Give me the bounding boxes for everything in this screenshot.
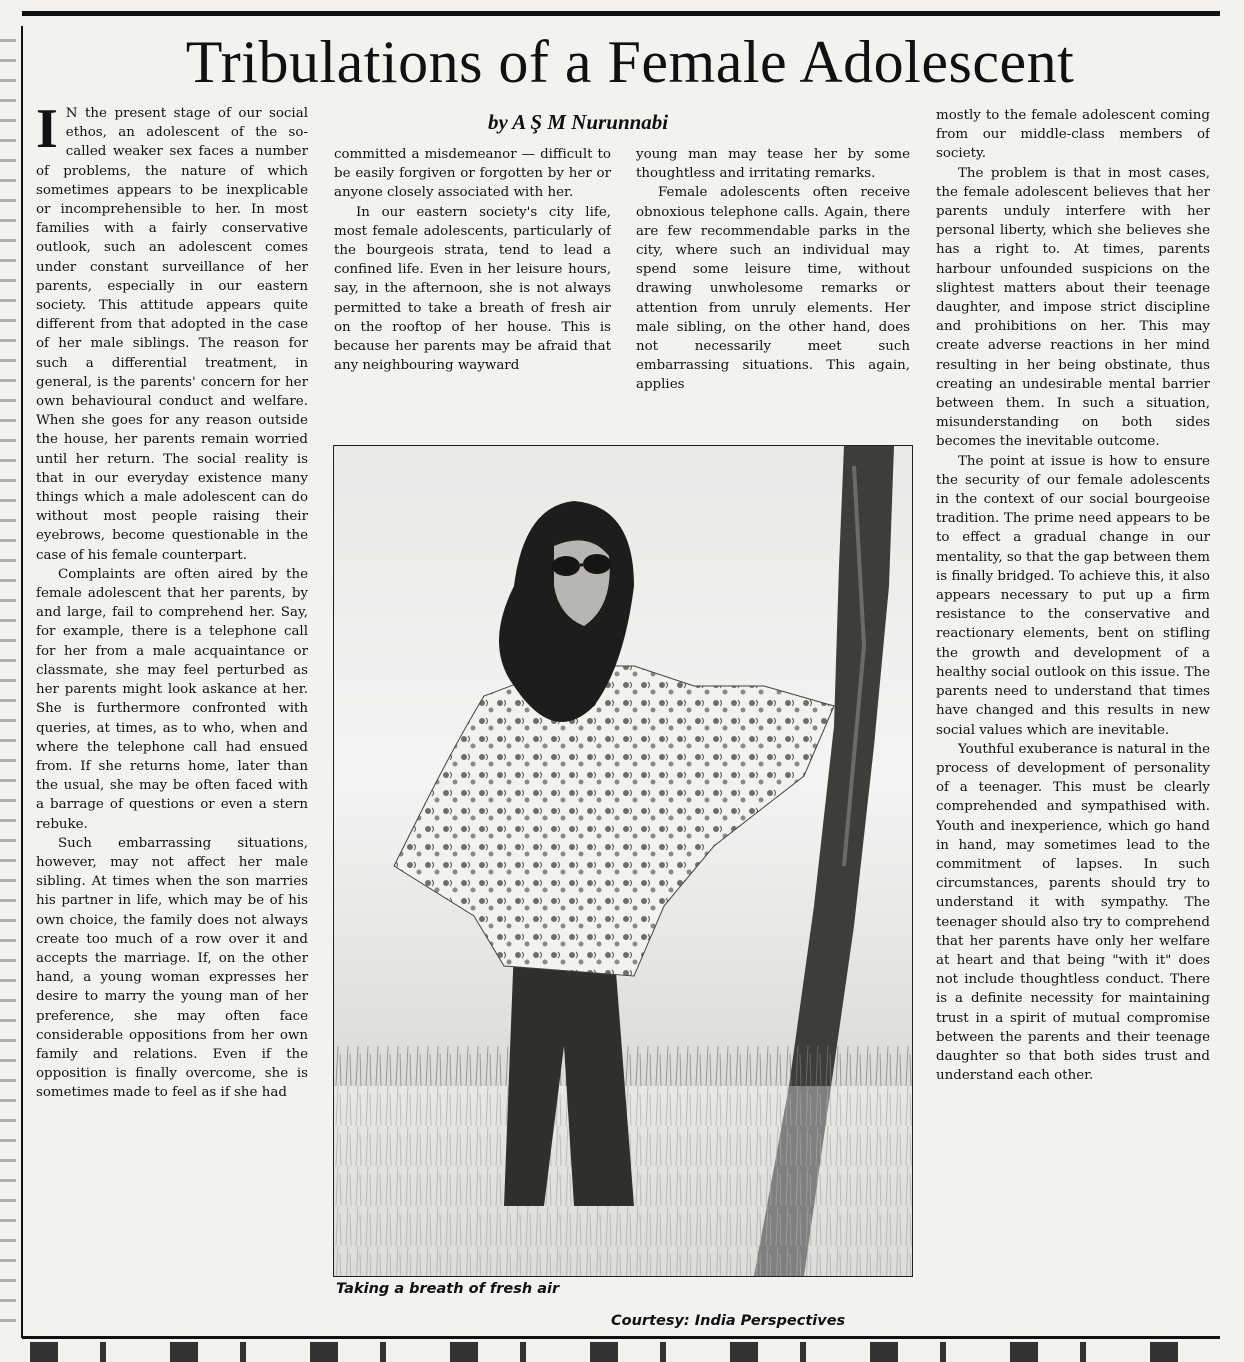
article-photo — [333, 445, 913, 1277]
paragraph: The problem is that in most cases, the female adolescent believes that her parents unduly interfere with her personal liberty, which she believes she has a right to. At times, parents harbour unfounded suspicions on the slightest matters about their teenage daughter, and impose strict discipline and prohibitions on her. This may create adverse reactions in her mind resulting in her being obstinate, thus creating an undesirable mental barrier between them. In such a situation, misunderstanding on both sides becomes the inevitable outcome. — [936, 165, 1210, 450]
paragraph: Such embarrassing situations, however, may not affect her male sibling. At times when the son marries his partner in life, which may be of his own choice, the family does not always create too much of a row over it and accepts the marriage. If, on the other hand, a young woman expresses her desire to marry the young man of her preference, she may often face considerable oppositions from her own family and relations. Even if the opposition is finally overcome, she is sometimes made to feel as if she had — [36, 835, 308, 1101]
top-rule — [22, 11, 1220, 16]
byline: by A Ş M Nurunnabi — [488, 110, 669, 134]
article-column-1 — [36, 104, 308, 1336]
adjacent-article-clipping — [0, 25, 16, 1335]
headline: Tribulations of a Female Adolescent — [185, 29, 1075, 95]
article-column-4 — [936, 106, 1210, 1338]
left-column-rule — [21, 26, 23, 1338]
paragraph: Complaints are often aired by the female adolescent that her parents, by and large, fail to comprehend her. Say, for example, there is a telephone call for her from a male acquaintance or classmate, she may feel perturbed as her parents might look askance at her. She is furthermore confronted with queries, at times, as to who, when and where the telephone call had ensued from. If she returns home, later than the usual, she may be often faced with a barrage of questions or even a stern rebuke. — [36, 566, 308, 832]
paragraph: committed a misdemeanor — difficult to be easily forgiven or forgotten by her or anyone closely associated with her. — [334, 147, 611, 201]
article-column-2 — [334, 145, 611, 435]
paragraph: The point at issue is how to ensure the security of our female adolescents in the context of our social bourgeoise tradition. The prime need appears to be to effect a gradual change in our mentality, so that the gap between them is finally bridged. To achieve this, it also appears necessary to put up a firm resistance to the conservative and reactionary elements, bent on stifling the growth and development of a healthy social outlook on this issue. The parents need to understand that times have changed and this results in new social values which are inevitable. — [936, 453, 1210, 738]
woman-by-tree-illustration — [334, 446, 912, 1276]
paragraph: Youthful exuberance is natural in the process of development of personality of a teenager. This must be clearly comprehended and sympathised with. Youth and inexperience, which go hand in hand, may sometimes lead to the commitment of lapses. In such circumstances, parents should try to understand it with sympathy. The teenager should also try to comprehend that her parents have only her welfare at heart and that being "with it" does not include thoughtless conduct. There is a definite necessity for maintaining trust in a spirit of mutual compromise between the parents and their teenage daughter so that both sides trust and understand each other. — [936, 741, 1210, 1084]
article-column-3 — [636, 145, 910, 435]
next-headline-clipping — [30, 1342, 1220, 1362]
drop-cap: I — [36, 104, 58, 160]
paragraph: young man may tease her by some thoughtless and irritating remarks. — [636, 147, 910, 182]
paragraph: mostly to the female adolescent coming from our middle-class members of society. — [936, 108, 1210, 162]
photo-credit: Courtesy: India Perspectives — [611, 1313, 846, 1329]
paragraph: Female adolescents often receive obnoxious telephone calls. Again, there are few recommendable parks in the city, where such an individual may spend some leisure time, without drawing unwholesome remarks or attention from unruly elements. Her male sibling, on the other hand, does not necessarily meet such embarrassing situations. This again, applies — [636, 185, 910, 393]
paragraph: N the present stage of our social ethos, an adolescent of the so-called weaker sex faces a number of problems, the nature of which sometimes appears to be inexplicable or incomprehensible to her. In most families with a fairly conservative outlook, such an adolescent comes under constant surveillance of her parents, especially in our eastern society. This attitude appears quite different from that adopted in the case of her male siblings. The reason for such a differential treatment, in general, is the parents' concern for her own behavioural conduct and welfare. When she goes for any reason outside the house, her parents remain worried until her return. The social reality is that in our everyday existence many things which a male adolescent can do without most people raising their eyebrows, become questionable in the case of his female counterpart. — [36, 106, 308, 563]
paragraph: In our eastern society's city life, most female adolescents, particularly of the bourgeois strata, tend to lead a confined life. Even in her leisure hours, say, in the afternoon, she is not always permitted to take a breath of fresh air on the rooftop of her house. This is because her parents may be afraid that any neighbouring wayward — [334, 204, 611, 374]
photo-caption: Taking a breath of fresh air — [336, 1281, 560, 1297]
